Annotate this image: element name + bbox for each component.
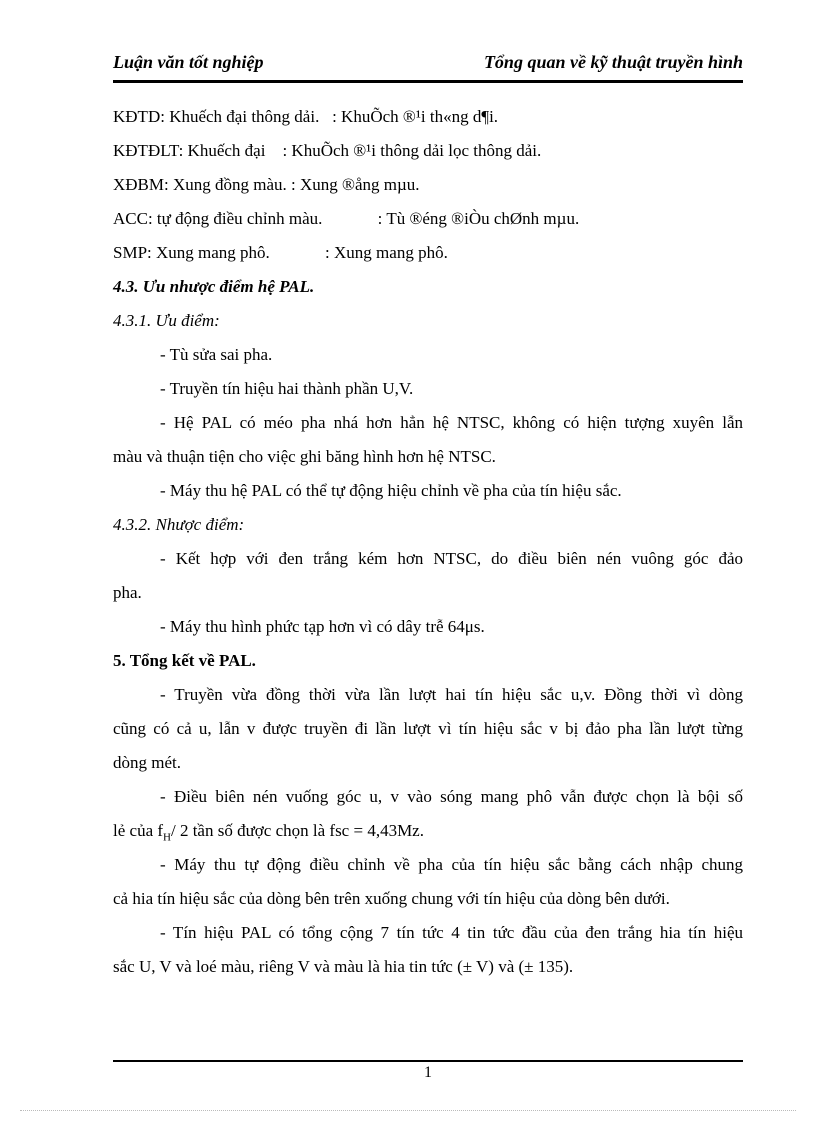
paragraph-line: - Tín hiệu PAL có tổng cộng 7 tín tức 4 tin tức đầu của đen trắng hia tín hiệu bbox=[160, 923, 743, 942]
header-left-title: Luận văn tốt nghiệp bbox=[113, 52, 264, 72]
abbreviation-line: KĐTD: Khuếch đại thông dải. : KhuÕch ®¹i th«ng d¶i. bbox=[113, 107, 499, 126]
abbreviation-line: SMP: Xung mang phô. : Xung mang phô. bbox=[113, 243, 448, 262]
section-heading: 4.3. Ưu nhược điểm hệ PAL. bbox=[113, 277, 315, 296]
page-body bbox=[113, 100, 743, 984]
paragraph-line: sắc U, V và loé màu, riêng V và màu là hia tin tức (± V) và (± 135). bbox=[113, 957, 574, 976]
paragraph-line: cả hia tín hiệu sắc của dòng bên trên xuống chung với tín hiệu của dòng bên dưới. bbox=[113, 889, 670, 908]
page-edge-divider bbox=[20, 1110, 796, 1111]
page-number: 1 bbox=[424, 1064, 432, 1081]
paragraph-line: - Hệ PAL có méo pha nhá hơn hẳn hệ NTSC, không có hiện tượng xuyên lẫn bbox=[160, 413, 743, 432]
paragraph-line: - Máy thu tự động điều chỉnh về pha của tín hiệu sắc bằng cách nhập chung bbox=[160, 855, 743, 874]
header-right-title: Tổng quan về kỹ thuật truyền hình bbox=[483, 52, 743, 72]
section-heading: 5. Tổng kết về PAL. bbox=[113, 651, 256, 670]
paragraph-line: - Điều biên nén vuống góc u, v vào sóng mang phô vẫn được chọn là bội số bbox=[160, 787, 743, 806]
paragraph-line: cũng có cả u, lẫn v được truyền đi lần lượt vì tín hiệu sắc v bị đảo pha lần lượt từng bbox=[113, 719, 743, 738]
paragraph-line: - Máy thu hình phức tạp hơn vì có dây trễ 64μs. bbox=[160, 617, 485, 636]
paragraph-line: - Truyền vừa đồng thời vừa lần lượt hai tín hiệu sắc u,v. Đồng thời vì dòng bbox=[160, 685, 743, 704]
paragraph-line: pha. bbox=[113, 583, 142, 602]
paragraph-line: - Truyền tín hiệu hai thành phần U,V. bbox=[160, 379, 414, 398]
paragraph-line: dòng mét. bbox=[113, 753, 181, 772]
paragraph-line: màu và thuận tiện cho việc ghi băng hình hơn hệ NTSC. bbox=[113, 447, 496, 466]
subsection-heading: 4.3.2. Nhược điểm: bbox=[113, 515, 245, 534]
header-rule bbox=[113, 80, 743, 83]
subsection-heading: 4.3.1. Ưu điểm: bbox=[113, 311, 220, 330]
abbreviation-line: KĐTĐLT: Khuếch đại : KhuÕch ®¹i thông dải lọc thông dải. bbox=[113, 141, 542, 160]
paragraph-line: - Tù sửa sai pha. bbox=[160, 345, 273, 364]
abbreviation-line: XĐBM: Xung đồng màu. : Xung ®ång mµu. bbox=[113, 175, 420, 194]
paragraph-line: - Máy thu hệ PAL có thể tự động hiệu chỉnh về pha của tín hiệu sắc. bbox=[160, 481, 622, 500]
paragraph-line: lẻ của $f_H/$ 2 tần số được chọn là fsc = 4,43Mz. bbox=[113, 821, 424, 844]
abbreviation-line: ACC: tự động điều chỉnh màu. : Tù ®éng ®iÒu chØnh mµu. bbox=[113, 209, 580, 228]
page-header bbox=[113, 52, 743, 73]
footer-rule bbox=[113, 1060, 743, 1062]
paragraph-line: - Kết hợp với đen trắng kém hơn NTSC, do điều biên nén vuông góc đảo bbox=[160, 549, 743, 568]
